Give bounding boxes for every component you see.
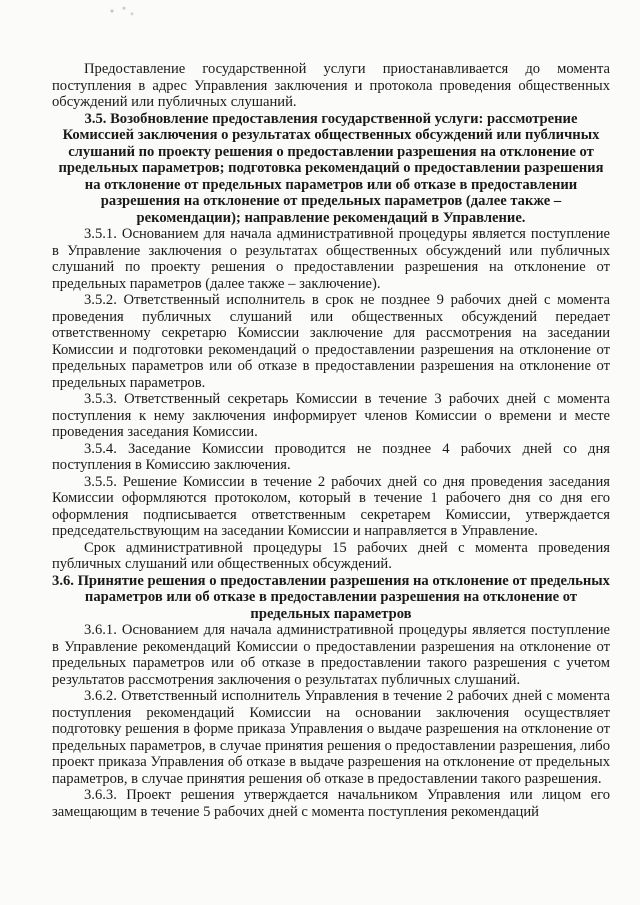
- scan-artifact: [100, 4, 140, 18]
- paragraph-suspension: Предоставление государственной услуги приостанавливается до момента поступления в адрес Управления заключения и протокола проведения общественных обсуждений или публичных слушаний.: [52, 61, 610, 110]
- paragraph-3-6-2: 3.6.2. Ответственный исполнитель Управления в течение 2 рабочих дней с момента поступления рекомендаций Комиссии на основании заключения осуществляет подготовку решения в форме приказа Управления о выдаче разрешения на отклонение от предельных параметров, в случае принятия решения о предоставлении разрешения, либо проект приказа Управления об отказе в выдаче разрешения на отклонение от предельных параметров, в случае принятия решения об отказе в предоставлении такого разрешения.: [52, 688, 610, 787]
- paragraph-3-5-5: 3.5.5. Решение Комиссии в течение 2 рабочих дней со дня проведения заседания Комиссии оформляются протоколом, который в течение 1 рабочего дня со дня его оформления подписывается ответственным секретарем Комиссии, утверждается председательствующим на заседании Комиссии и направляется в Управление.: [52, 473, 610, 539]
- paragraph-3-5-1: 3.5.1. Основанием для начала административной процедуры является поступление в Управление заключения о результатах общественных обсуждений или публичных слушаний по проекту решения о предоставлении разрешения на отклонение от предельных параметров (далее также – заключение).: [52, 226, 610, 292]
- section-heading-3-5: 3.5. Возобновление предоставления государственной услуги: рассмотрение Комиссией заключения о результатах общественных обсуждений или публичных слушаний по проекту решения о предоставлении разрешения на отклонение от предельных параметров; подготовка рекомендаций о предоставлении разрешения на отклонение от предельных параметров или об отказе в предоставлении разрешения на отклонение от предельных параметров (далее также – рекомендации); направление рекомендаций в Управление.: [58, 110, 604, 226]
- paragraph-3-5-3: 3.5.3. Ответственный секретарь Комиссии в течение 3 рабочих дней с момента поступления к нему заключения информирует членов Комиссии о времени и месте проведения заседания Комиссии.: [52, 391, 610, 440]
- section-heading-3-6: 3.6. Принятие решения о предоставлении разрешения на отклонение от предельных параметров или об отказе в предоставлении разрешения на отклонение от предельных параметров: [52, 572, 610, 622]
- paragraph-3-6-3: 3.6.3. Проект решения утверждается начальником Управления или лицом его замещающим в течение 5 рабочих дней с момента поступления рекомендаций: [52, 787, 610, 820]
- paragraph-3-5-2: 3.5.2. Ответственный исполнитель в срок не позднее 9 рабочих дней с момента проведения публичных слушаний или общественных обсуждений передает ответственному секретарю Комиссии заключение для рассмотрения на заседании Комиссии и подготовки рекомендаций о предоставлении разрешения на отклонение от предельных параметров или об отказе в предоставлении разрешения на отклонение от предельных параметров.: [52, 292, 610, 391]
- paragraph-3-6-1: 3.6.1. Основанием для начала административной процедуры является поступление в Управление рекомендаций Комиссии о предоставлении разрешения на отклонение от предельных параметров или об отказе в предоставлении такого разрешения с учетом результатов рассмотрения заключения о результатах публичных слушаний.: [52, 622, 610, 688]
- paragraph-3-5-4: 3.5.4. Заседание Комиссии проводится не позднее 4 рабочих дней со дня поступления в Комиссию заключения.: [52, 440, 610, 473]
- paragraph-procedure-term: Срок административной процедуры 15 рабочих дней с момента проведения публичных слушаний или общественных обсуждений.: [52, 539, 610, 572]
